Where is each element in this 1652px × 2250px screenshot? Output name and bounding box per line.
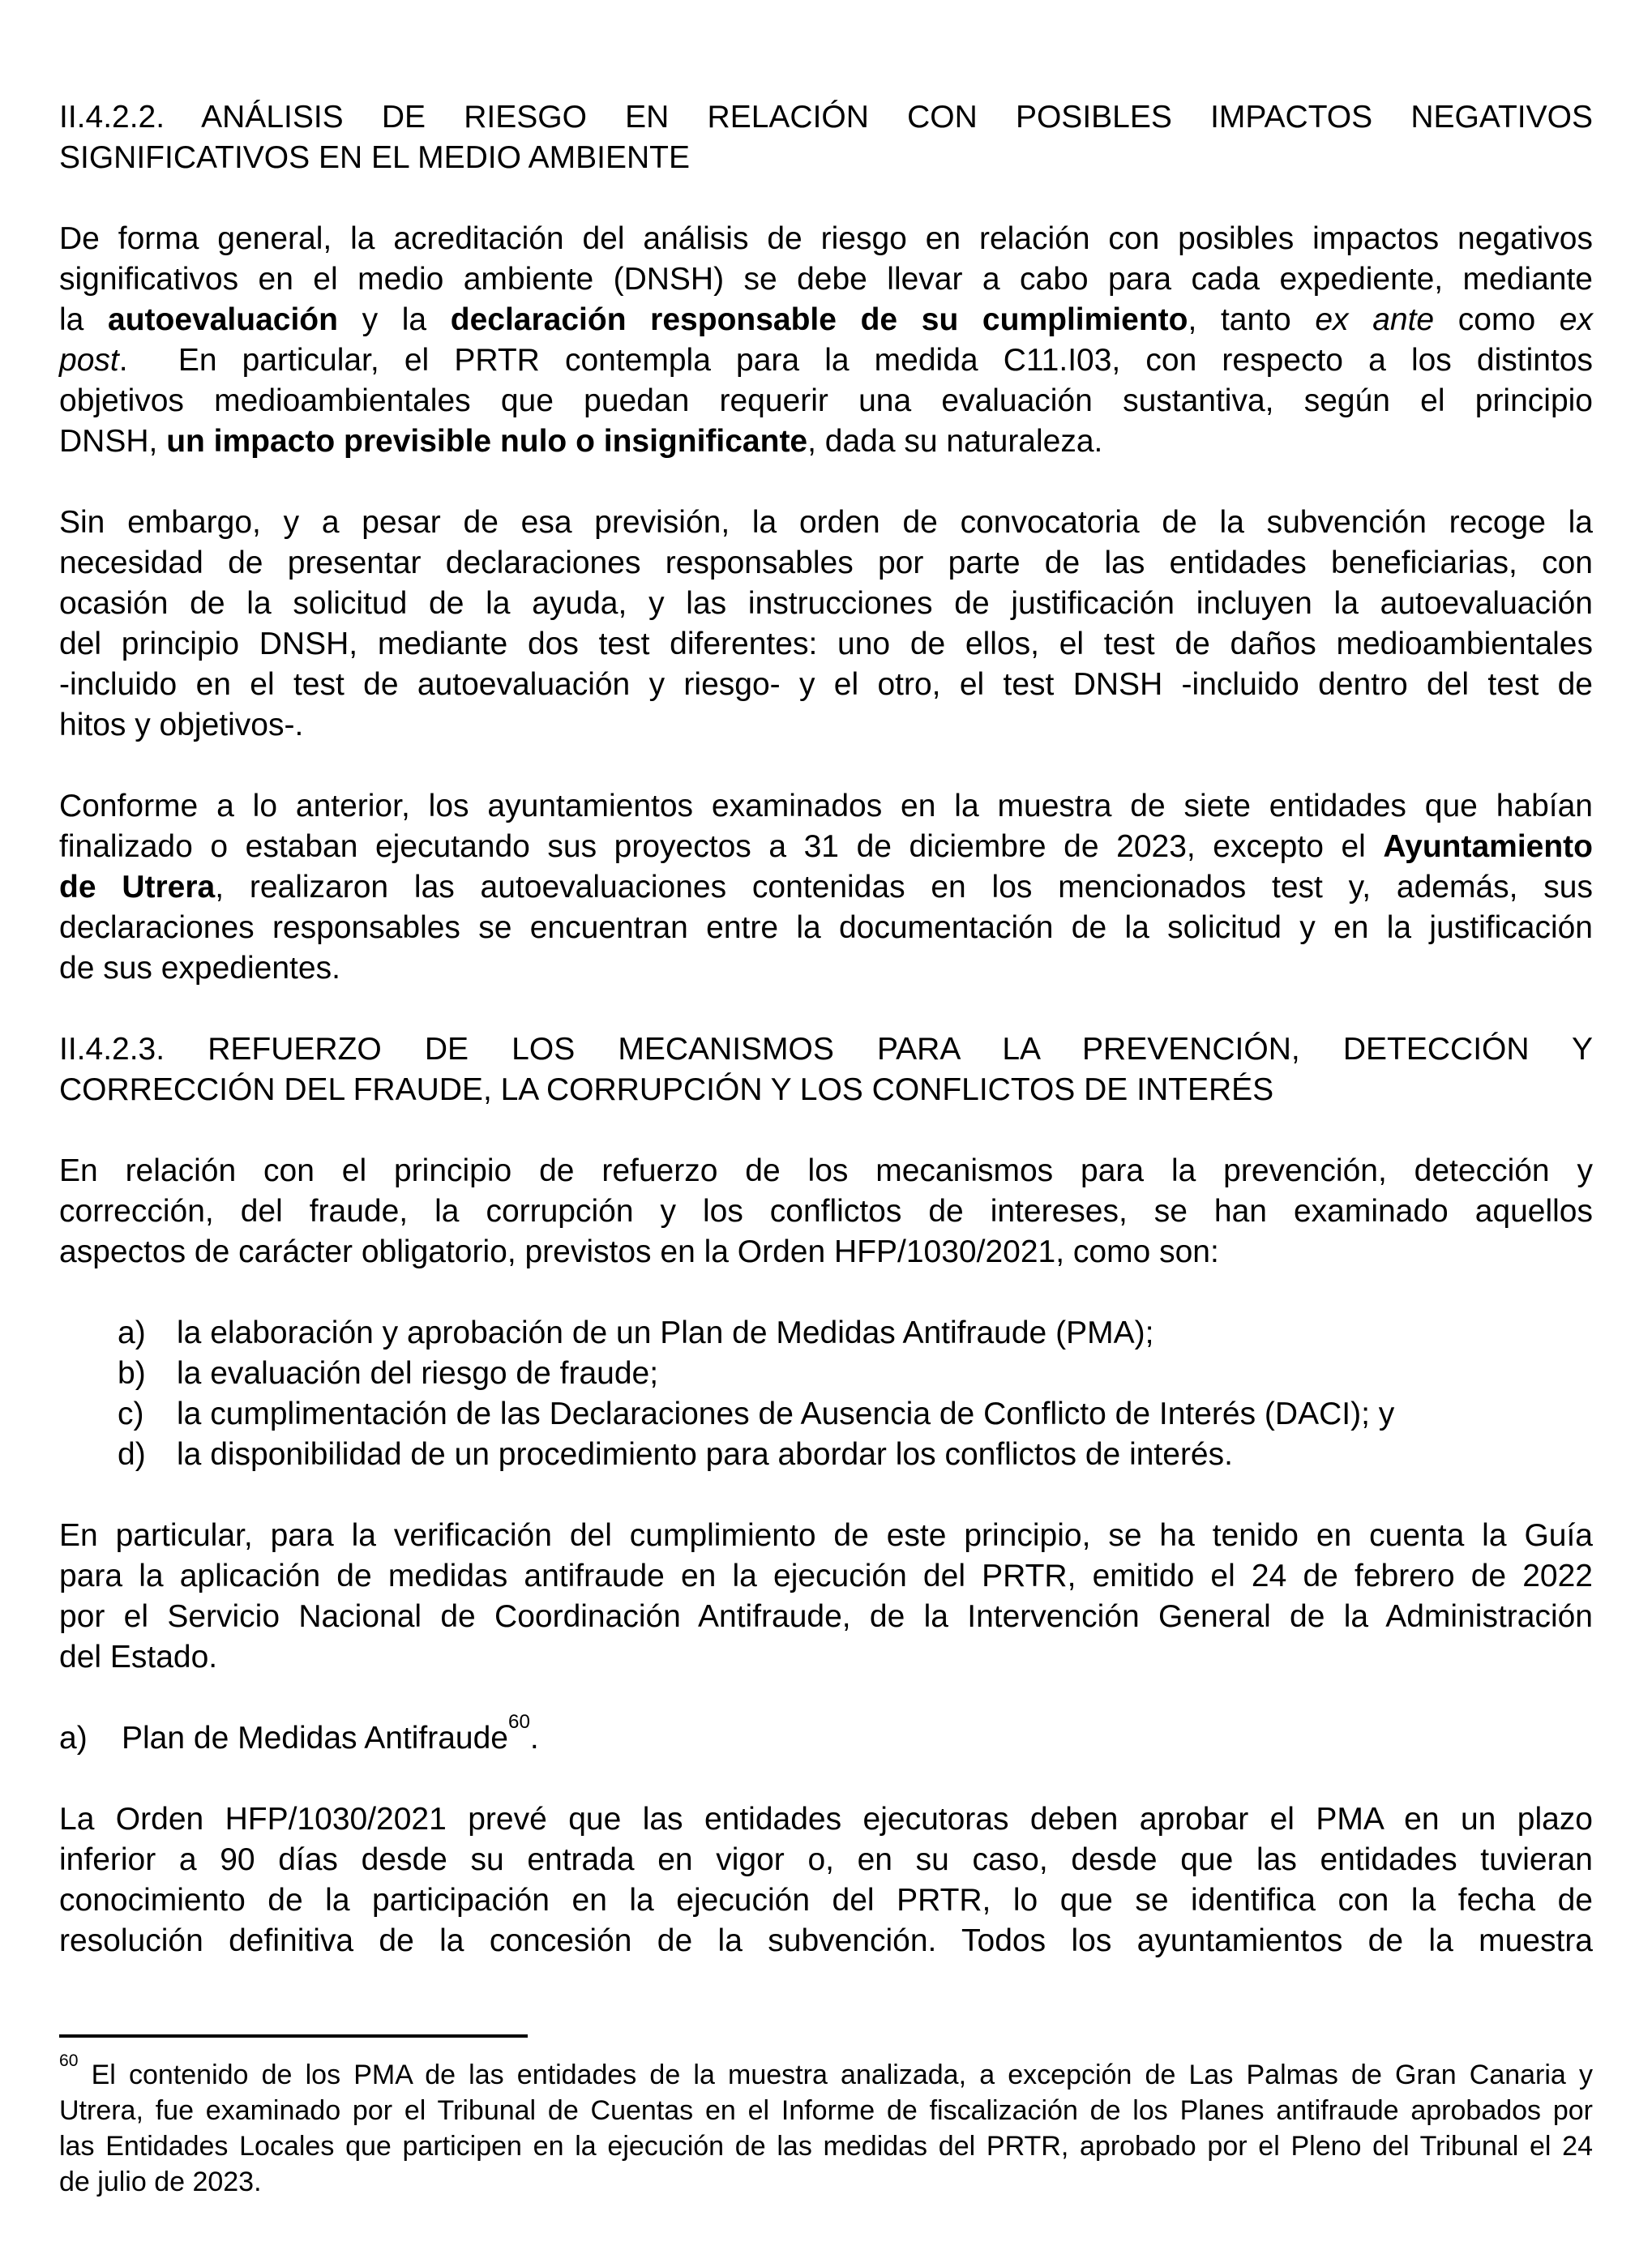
paragraph-orden-convocatoria-tests-line-1: Sin embargo, y a pesar de esa previsión, la orden de convocatoria de la subvención recoge la (59, 505, 1593, 540)
paragraph-orden-hfp-plazo-line-4: resolución definitiva de la concesión de la subvención. Todos los ayuntamientos de la muestra (59, 1923, 1593, 1958)
paragraph-ayuntamientos-muestra-line-1: Conforme a lo anterior, los ayuntamientos examinados en la muestra de siete entidades que habían (59, 789, 1593, 823)
section-heading-II-4-2-3-line-1: II.4.2.3. REFUERZO DE LOS MECANISMOS PARA LA PREVENCIÓN, DETECCIÓN Y (59, 1032, 1593, 1067)
paragraph-orden-hfp-plazo-line-2: inferior a 90 días desde su entrada en vigor o, en su caso, desde que las entidades tuvieran (59, 1842, 1593, 1877)
antifraude-aspectos-list-item-c (118, 1394, 1593, 1435)
footnote (59, 2051, 1593, 2200)
footnote-line-1: $^{60}$ El contenido de los PMA de las entidades de la muestra analizada, a excepción de Las Palmas de Gran Canaria y (59, 2051, 1593, 2090)
paragraph-dnsh-acreditacion (59, 219, 1593, 462)
subsection-a-plan-medidas-antifraude (59, 1711, 1593, 1759)
footnote-line-4: de julio de 2023. (59, 2167, 262, 2197)
paragraph-orden-convocatoria-tests-line-4: del principio DNSH, mediante dos test diferentes: uno de ellos, el test de daños medioambientales (59, 627, 1593, 661)
paragraph-ayuntamientos-muestra-line-3: de Utrera, realizaron las autoevaluaciones contenidas en los mencionados test y, además, sus (59, 870, 1593, 905)
paragraph-dnsh-acreditacion-line-6: DNSH, un impacto previsible nulo o insignificante, dada su naturaleza. (59, 424, 1103, 459)
document-body (59, 97, 1593, 1961)
paragraph-orden-convocatoria-tests-line-3: ocasión de la solicitud de la ayuda, y las instrucciones de justificación incluyen la autoevaluación (59, 586, 1593, 621)
paragraph-orden-convocatoria-tests-line-2: necesidad de presentar declaraciones responsables por parte de las entidades beneficiarias, con (59, 545, 1593, 580)
footnote-line-3: las Entidades Locales que participen en la ejecución de las medidas del PRTR, aprobado por el Pleno del Tribunal el 24 (59, 2131, 1593, 2162)
paragraph-guia-antifraude-line-4: del Estado. (59, 1640, 218, 1675)
labeled-paragraph-text: Plan de Medidas Antifraude$^{60}$. (122, 1711, 539, 1756)
paragraph-guia-antifraude-line-3: por el Servicio Nacional de Coordinación Antifraude, de la Intervención General de la Administración (59, 1599, 1593, 1634)
list-item-marker: d) (118, 1437, 146, 1472)
paragraph-orden-hfp-plazo (59, 1799, 1593, 1961)
paragraph-ayuntamientos-muestra-line-5: de sus expedientes. (59, 951, 340, 986)
paragraph-orden-convocatoria-tests-line-5: -incluido en el test de autoevaluación y riesgo- y el otro, el test DNSH -incluido dentro del test de (59, 667, 1593, 702)
list-item-marker: b) (118, 1356, 146, 1391)
section-heading-II-4-2-2-line-2: SIGNIFICATIVOS EN EL MEDIO AMBIENTE (59, 140, 690, 175)
paragraph-ayuntamientos-muestra (59, 786, 1593, 989)
antifraude-aspectos-list-item-b (118, 1354, 1593, 1394)
paragraph-guia-antifraude-line-1: En particular, para la verificación del cumplimiento de este principio, se ha tenido en cuenta la Guía (59, 1518, 1593, 1553)
paragraph-ayuntamientos-muestra-line-4: declaraciones responsables se encuentran entre la documentación de la solicitud y en la justificación (59, 910, 1593, 945)
paragraph-principio-refuerzo-line-1: En relación con el principio de refuerzo de los mecanismos para la prevención, detección y (59, 1153, 1593, 1188)
list-item-text: la cumplimentación de las Declaraciones de Ausencia de Conflicto de Interés (DACI); y (177, 1397, 1395, 1431)
labeled-paragraph-marker: a) (59, 1721, 88, 1756)
paragraph-dnsh-acreditacion-line-2: significativos en el medio ambiente (DNSH) se debe llevar a cabo para cada expediente, mediante (59, 262, 1593, 297)
paragraph-orden-hfp-plazo-line-1: La Orden HFP/1030/2021 prevé que las entidades ejecutoras deben aprobar el PMA en un plazo (59, 1802, 1593, 1837)
list-item-marker: c) (118, 1397, 144, 1431)
paragraph-dnsh-acreditacion-line-5: objetivos medioambientales que puedan requerir una evaluación sustantiva, según el principio (59, 383, 1593, 418)
antifraude-aspectos-list-item-a (118, 1313, 1593, 1354)
antifraude-aspectos-list (59, 1313, 1593, 1475)
footnote-line-2: Utrera, fue examinado por el Tribunal de Cuentas en el Informe de fiscalización de los Planes antifraude aprobados por (59, 2095, 1593, 2126)
paragraph-orden-convocatoria-tests (59, 503, 1593, 746)
antifraude-aspectos-list-item-d (118, 1435, 1593, 1475)
list-item-text: la disponibilidad de un procedimiento para abordar los conflictos de interés. (177, 1437, 1233, 1472)
paragraph-guia-antifraude-line-2: para la aplicación de medidas antifraude en la ejecución del PRTR, emitido el 24 de febrero de 2022 (59, 1559, 1593, 1593)
paragraph-orden-hfp-plazo-line-3: conocimiento de la participación en la ejecución del PRTR, lo que se identifica con la fecha de (59, 1883, 1593, 1918)
section-heading-II-4-2-2-line-1: II.4.2.2. ANÁLISIS DE RIESGO EN RELACIÓN CON POSIBLES IMPACTOS NEGATIVOS (59, 100, 1593, 135)
paragraph-dnsh-acreditacion-line-4: post. En particular, el PRTR contempla para la medida C11.I03, con respecto a los distintos (59, 343, 1593, 378)
paragraph-principio-refuerzo (59, 1151, 1593, 1273)
section-heading-II-4-2-3-line-2: CORRECCIÓN DEL FRAUDE, LA CORRUPCIÓN Y LOS CONFLICTOS DE INTERÉS (59, 1072, 1274, 1107)
paragraph-principio-refuerzo-line-3: aspectos de carácter obligatorio, previstos en la Orden HFP/1030/2021, como son: (59, 1234, 1219, 1269)
list-item-text: la evaluación del riesgo de fraude; (177, 1356, 659, 1391)
section-heading-II-4-2-3 (59, 1029, 1593, 1110)
paragraph-principio-refuerzo-line-2: corrección, del fraude, la corrupción y los conflictos de intereses, se han examinado aquellos (59, 1194, 1593, 1229)
list-item-text: la elaboración y aprobación de un Plan de Medidas Antifraude (PMA); (177, 1315, 1154, 1350)
paragraph-orden-convocatoria-tests-line-6: hitos y objetivos-. (59, 708, 304, 742)
paragraph-guia-antifraude (59, 1516, 1593, 1678)
paragraph-dnsh-acreditacion-line-1: De forma general, la acreditación del análisis de riesgo en relación con posibles impactos negativos (59, 221, 1593, 256)
section-heading-II-4-2-2 (59, 97, 1593, 178)
footnote-separator (59, 2034, 528, 2038)
list-item-marker: a) (118, 1315, 146, 1350)
paragraph-ayuntamientos-muestra-line-2: finalizado o estaban ejecutando sus proyectos a 31 de diciembre de 2023, excepto el Ayuntamiento (59, 829, 1593, 864)
paragraph-dnsh-acreditacion-line-3: la autoevaluación y la declaración responsable de su cumplimiento, tanto ex ante como ex (59, 302, 1593, 337)
